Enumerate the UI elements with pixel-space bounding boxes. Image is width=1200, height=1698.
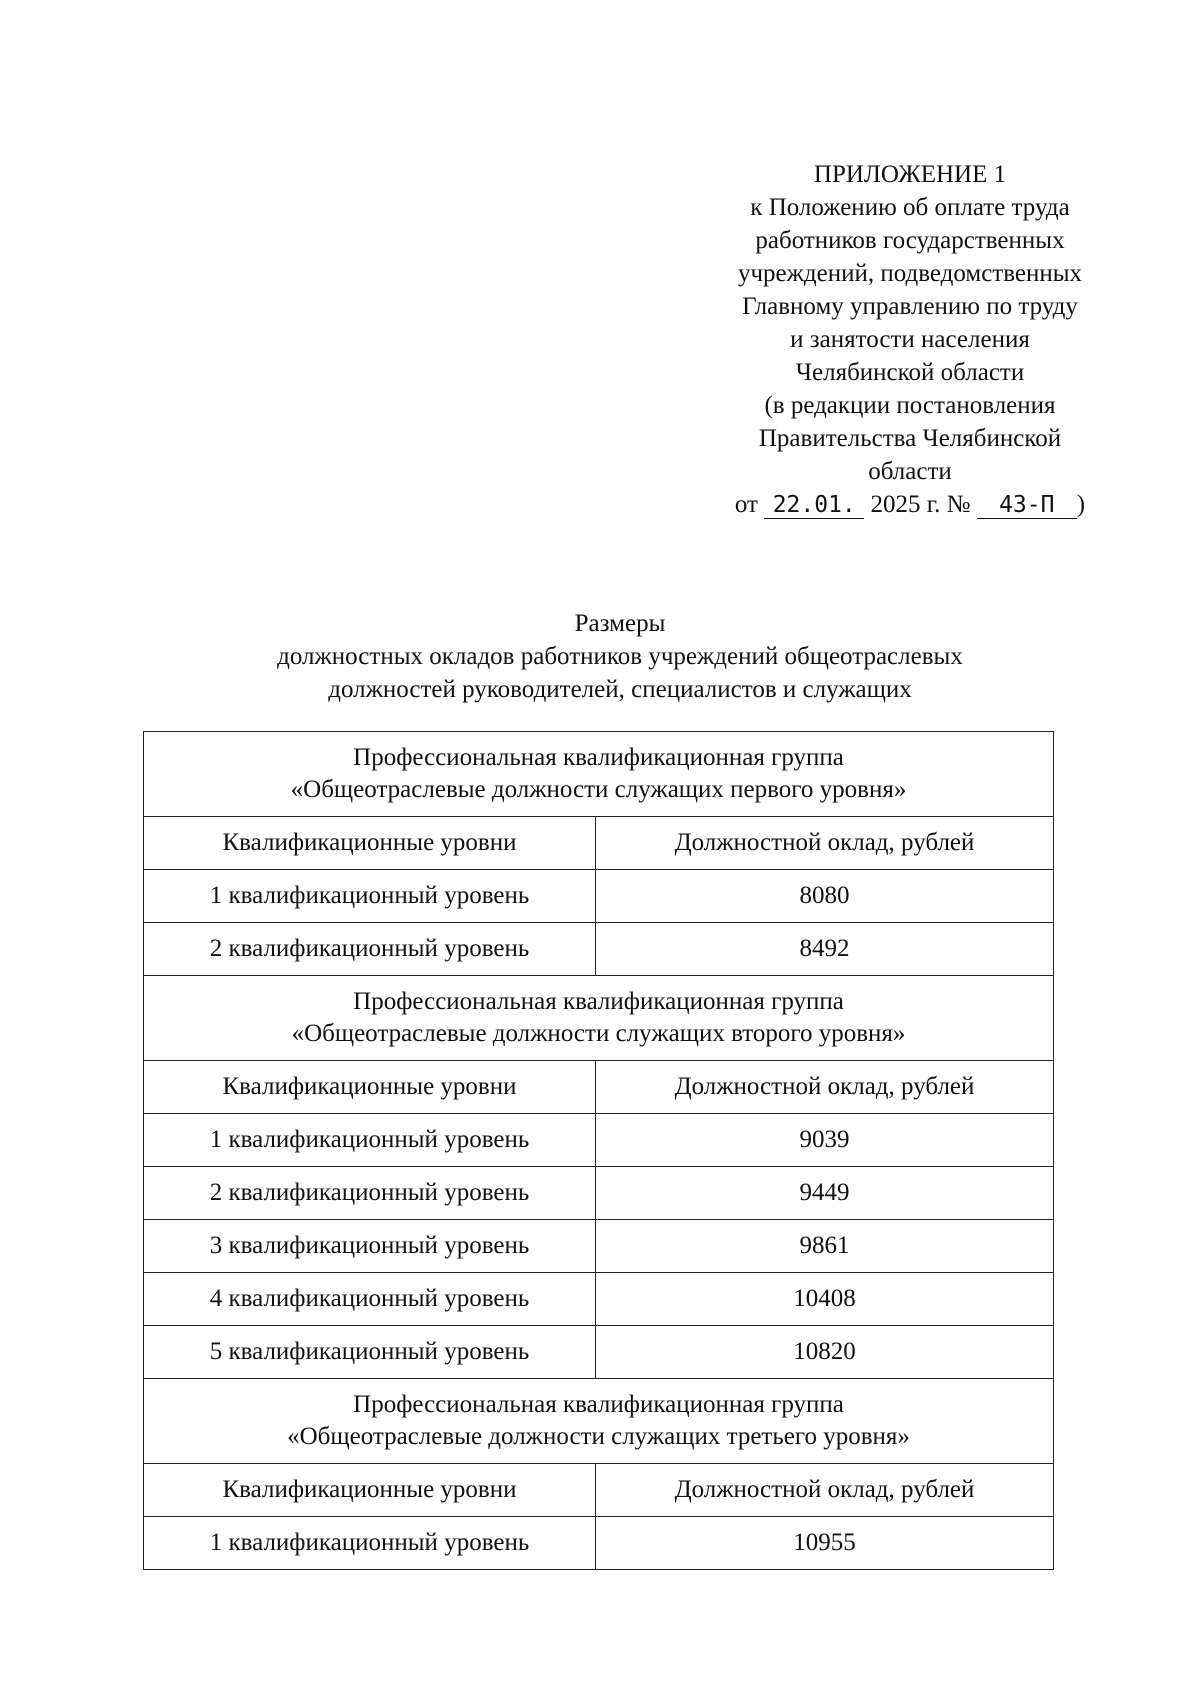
group-title bbox=[144, 732, 1054, 817]
table-row bbox=[144, 1114, 1054, 1167]
level-cell: 3 квалификационный уровень bbox=[144, 1220, 596, 1273]
header-salary: Должностной оклад, рублей bbox=[596, 817, 1054, 870]
group-title-row bbox=[144, 1379, 1054, 1464]
group-title bbox=[144, 1379, 1054, 1464]
date-prefix: от bbox=[734, 491, 758, 518]
salary-cell: 8080 bbox=[596, 870, 1054, 923]
closing-paren: ) bbox=[1076, 491, 1086, 518]
salary-cell: 10820 bbox=[596, 1326, 1054, 1379]
appendix-line: области bbox=[868, 458, 952, 485]
level-cell: 2 квалификационный уровень bbox=[144, 1167, 596, 1220]
group-title-line: Профессиональная квалификационная группа bbox=[353, 1391, 844, 1418]
title-line: должностей руководителей, специалистов и служащих bbox=[328, 676, 912, 703]
salary-cell: 9449 bbox=[596, 1167, 1054, 1220]
level-cell: 1 квалификационный уровень bbox=[144, 1114, 596, 1167]
salary-table bbox=[143, 731, 1054, 1570]
table-row bbox=[144, 1167, 1054, 1220]
table-row bbox=[144, 1273, 1054, 1326]
appendix-line: (в редакции постановления bbox=[764, 392, 1056, 419]
document-title bbox=[140, 607, 1100, 706]
level-cell: 1 квалификационный уровень bbox=[144, 1517, 596, 1570]
appendix-line: учреждений, подведомственных bbox=[737, 260, 1083, 287]
appendix-line: Главному управлению по труду bbox=[742, 293, 1078, 320]
level-cell: 2 квалификационный уровень bbox=[144, 923, 596, 976]
group-name: «Общеотраслевые должности служащих третьего уровня» bbox=[287, 1423, 910, 1450]
table-row bbox=[144, 1326, 1054, 1379]
salary-cell: 10408 bbox=[596, 1273, 1054, 1326]
table-row bbox=[144, 870, 1054, 923]
appendix-heading: ПРИЛОЖЕНИЕ 1 bbox=[813, 161, 1007, 188]
header-salary: Должностной оклад, рублей bbox=[596, 1464, 1054, 1517]
table-row bbox=[144, 1517, 1054, 1570]
title-line: Размеры bbox=[574, 610, 666, 637]
appendix-line: к Положению об оплате труда bbox=[750, 194, 1070, 221]
group-title-line: Профессиональная квалификационная группа bbox=[353, 988, 844, 1015]
resolution-number: 43-П bbox=[977, 492, 1077, 519]
appendix-line: Челябинской области bbox=[795, 359, 1025, 386]
header-levels: Квалификационные уровни bbox=[144, 1464, 596, 1517]
table-row bbox=[144, 1220, 1054, 1273]
level-cell: 5 квалификационный уровень bbox=[144, 1326, 596, 1379]
group-title-row bbox=[144, 976, 1054, 1061]
salary-cell: 9039 bbox=[596, 1114, 1054, 1167]
appendix-line: Правительства Челябинской bbox=[758, 425, 1062, 452]
appendix-block bbox=[700, 158, 1120, 521]
salary-cell: 9861 bbox=[596, 1220, 1054, 1273]
resolution-date: 22.01. bbox=[764, 492, 864, 519]
table-row bbox=[144, 923, 1054, 976]
appendix-line: и занятости населения bbox=[790, 326, 1030, 353]
group-name: «Общеотраслевые должности служащих второго уровня» bbox=[291, 1020, 906, 1047]
group-title bbox=[144, 976, 1054, 1061]
header-salary: Должностной оклад, рублей bbox=[596, 1061, 1054, 1114]
table-header-row bbox=[144, 1464, 1054, 1517]
resolution-date-line bbox=[700, 488, 1120, 521]
level-cell: 4 квалификационный уровень bbox=[144, 1273, 596, 1326]
header-levels: Квалификационные уровни bbox=[144, 817, 596, 870]
group-title-line: Профессиональная квалификационная группа bbox=[353, 744, 844, 771]
title-line: должностных окладов работников учреждений общеотраслевых bbox=[277, 643, 963, 670]
group-title-row bbox=[144, 732, 1054, 817]
year-text: 2025 г. № bbox=[870, 491, 971, 518]
group-name: «Общеотраслевые должности служащих первого уровня» bbox=[290, 776, 907, 803]
appendix-line: работников государственных bbox=[755, 227, 1065, 254]
table-header-row bbox=[144, 817, 1054, 870]
level-cell: 1 квалификационный уровень bbox=[144, 870, 596, 923]
header-levels: Квалификационные уровни bbox=[144, 1061, 596, 1114]
table-header-row bbox=[144, 1061, 1054, 1114]
salary-cell: 10955 bbox=[596, 1517, 1054, 1570]
salary-cell: 8492 bbox=[596, 923, 1054, 976]
